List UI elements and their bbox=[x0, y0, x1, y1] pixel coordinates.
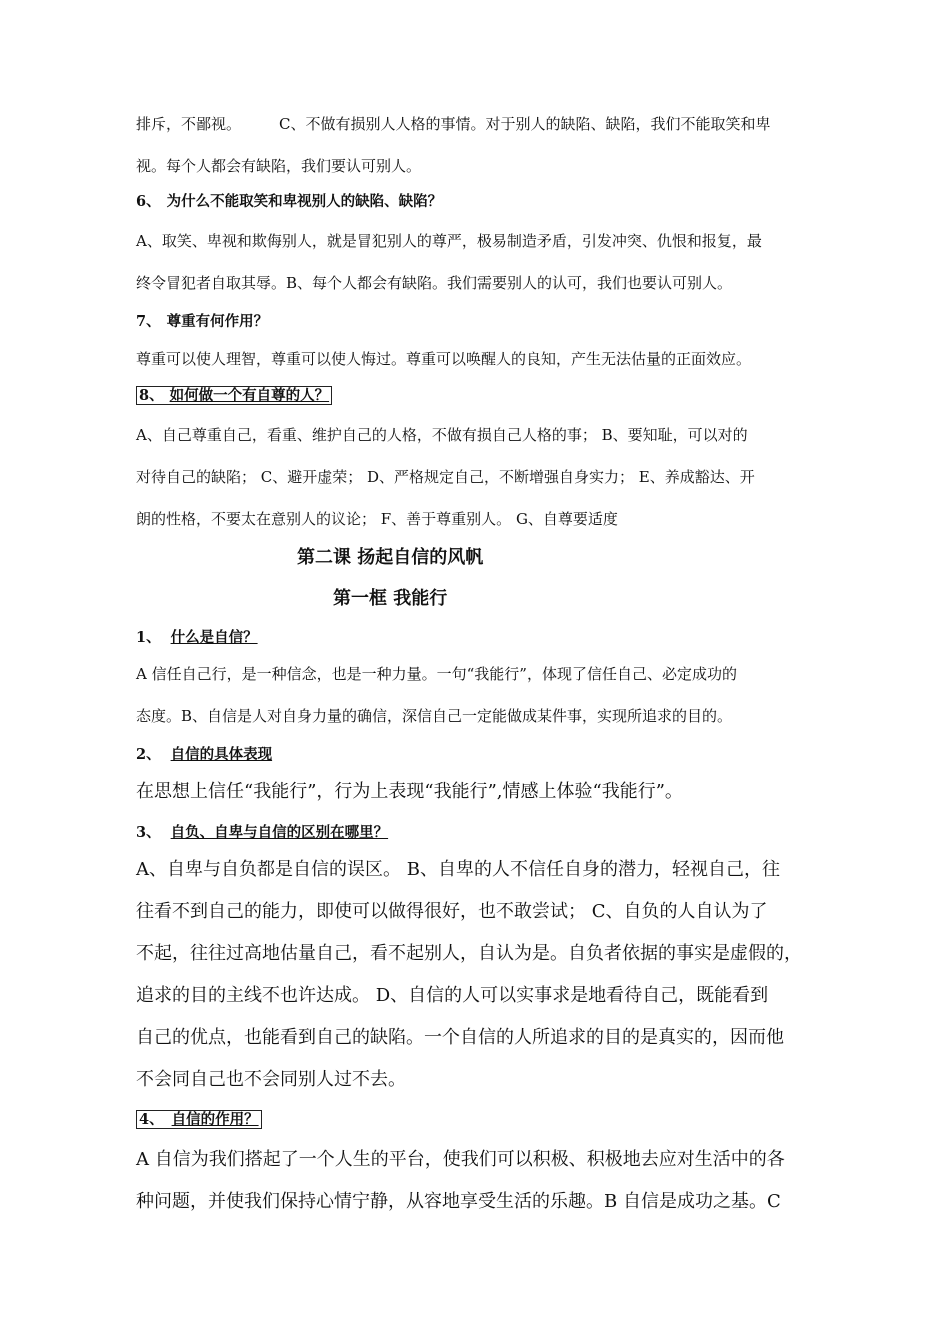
answer-text: A 信任自己行，是一种信念，也是一种力量。一句“我能行”，体现了信任自己、必定成功的 bbox=[136, 665, 737, 683]
lesson-title: 第二课 扬起自信的风帆 bbox=[297, 547, 484, 568]
answer-text: 对待自己的缺陷； C、避开虚荣； D、严格规定自己，不断增强自身实力； E、养成豁达、开 bbox=[136, 468, 755, 486]
question-title: 什么是自信？ bbox=[170, 629, 258, 646]
answer-line bbox=[136, 349, 751, 369]
answer-line bbox=[136, 706, 732, 726]
answer-text: 朗的性格，不要太在意别人的议论； F、善于尊重别人。 G、自尊要适度 bbox=[136, 510, 618, 528]
answer-text: 种问题，并使我们保持心情宁静，从容地享受生活的乐趣。B 自信是成功之基。C bbox=[136, 1191, 781, 1212]
answer-text: 不起，往往过高地估量自己，看不起别人，自认为是。自负者依据的事实是虚假的， bbox=[136, 943, 802, 964]
answer-line bbox=[136, 231, 762, 251]
answer-text: 追求的目的主线不也许达成。 D、自信的人可以实事求是地看待自己，既能看到 bbox=[136, 985, 769, 1006]
question-number: 8、 bbox=[139, 387, 164, 404]
question-title: 为什么不能取笑和卑视别人的缺陷、缺陷？ bbox=[166, 193, 443, 210]
paragraph-line bbox=[136, 114, 771, 134]
question-heading-7 bbox=[136, 312, 268, 332]
answer-line bbox=[136, 425, 748, 445]
answer-text: A、取笑、卑视和欺侮别人，就是冒犯别人的尊严，极易制造矛盾，引发冲突、仇恨和报复，最 bbox=[136, 232, 762, 250]
question-number: 6、 bbox=[136, 193, 161, 210]
answer-text: 在思想上信任“我能行”，行为上表现“我能行”,情感上体验“我能行”。 bbox=[136, 781, 683, 802]
answer-text: A、自卑与自负都是自信的误区。 B、自卑的人不信任自身的潜力，轻视自己，往 bbox=[136, 859, 780, 880]
answer-line bbox=[136, 1068, 406, 1092]
answer-line bbox=[136, 942, 802, 966]
question-heading-8 bbox=[136, 386, 332, 406]
question-heading-s1 bbox=[136, 628, 268, 648]
answer-text: 不会同自己也不会同别人过不去。 bbox=[136, 1069, 406, 1090]
intro-text-a: 排斥，不鄙视。 bbox=[136, 115, 242, 133]
question-title: 如何做一个有自尊的人？ bbox=[169, 387, 330, 404]
answer-line bbox=[136, 1026, 784, 1050]
section-title: 第一框 我能行 bbox=[333, 588, 448, 609]
intro-text: 视。每个人都会有缺陷，我们要认可别人。 bbox=[136, 157, 422, 175]
answer-line bbox=[136, 1148, 785, 1172]
answer-text: A 自信为我们搭起了一个人生的平台，使我们可以积极、积极地去应对生活中的各 bbox=[136, 1149, 785, 1170]
question-title: 自信的作用？ bbox=[171, 1111, 259, 1128]
answer-text: 态度。B、自信是人对自身力量的确信，深信自己一定能做成某件事，实现所追求的目的。 bbox=[136, 707, 733, 725]
paragraph-line bbox=[136, 156, 421, 176]
question-number: 1、 bbox=[136, 629, 161, 646]
boxed-heading bbox=[136, 386, 332, 405]
question-heading-s4 bbox=[136, 1110, 262, 1130]
answer-line bbox=[136, 858, 780, 882]
answer-text: 自己的优点，也能看到自己的缺陷。一个自信的人所追求的目的是真实的，因而他 bbox=[136, 1027, 784, 1048]
question-title: 尊重有何作用？ bbox=[166, 313, 269, 330]
answer-line bbox=[136, 900, 768, 924]
boxed-heading bbox=[136, 1110, 262, 1129]
question-number: 4、 bbox=[139, 1111, 164, 1128]
question-heading-6 bbox=[136, 192, 442, 212]
question-number: 3、 bbox=[136, 824, 161, 841]
answer-text: 尊重可以使人理智，尊重可以使人悔过。尊重可以唤醒人的良知，产生无法估量的正面效应。 bbox=[136, 350, 752, 368]
answer-line bbox=[136, 509, 618, 529]
answer-text: 终令冒犯者自取其辱。B、每个人都会有缺陷。我们需要别人的认可，我们也要认可别人。 bbox=[136, 274, 733, 292]
answer-line bbox=[136, 664, 737, 684]
question-heading-s3 bbox=[136, 823, 388, 843]
answer-text: A、自己尊重自己，看重、维护自己的人格，不做有损自己人格的事； B、要知耻，可以对的 bbox=[136, 426, 748, 444]
question-title: 自负、自卑与自信的区别在哪里？ bbox=[170, 824, 389, 841]
answer-line bbox=[136, 273, 732, 293]
answer-line bbox=[136, 780, 683, 804]
answer-line bbox=[136, 467, 755, 487]
question-number: 2、 bbox=[136, 746, 161, 763]
answer-line bbox=[136, 1190, 781, 1214]
answer-line bbox=[136, 984, 768, 1008]
intro-text-b: C、不做有损别人人格的事情。对于别人的缺陷、缺陷，我们不能取笑和卑 bbox=[279, 115, 771, 133]
question-heading-s2 bbox=[136, 745, 272, 765]
question-title: 自信的具体表现 bbox=[170, 746, 273, 763]
answer-text: 往看不到自己的能力，即使可以做得很好，也不敢尝试； C、自负的人自认为了 bbox=[136, 901, 768, 922]
question-number: 7、 bbox=[136, 313, 161, 330]
